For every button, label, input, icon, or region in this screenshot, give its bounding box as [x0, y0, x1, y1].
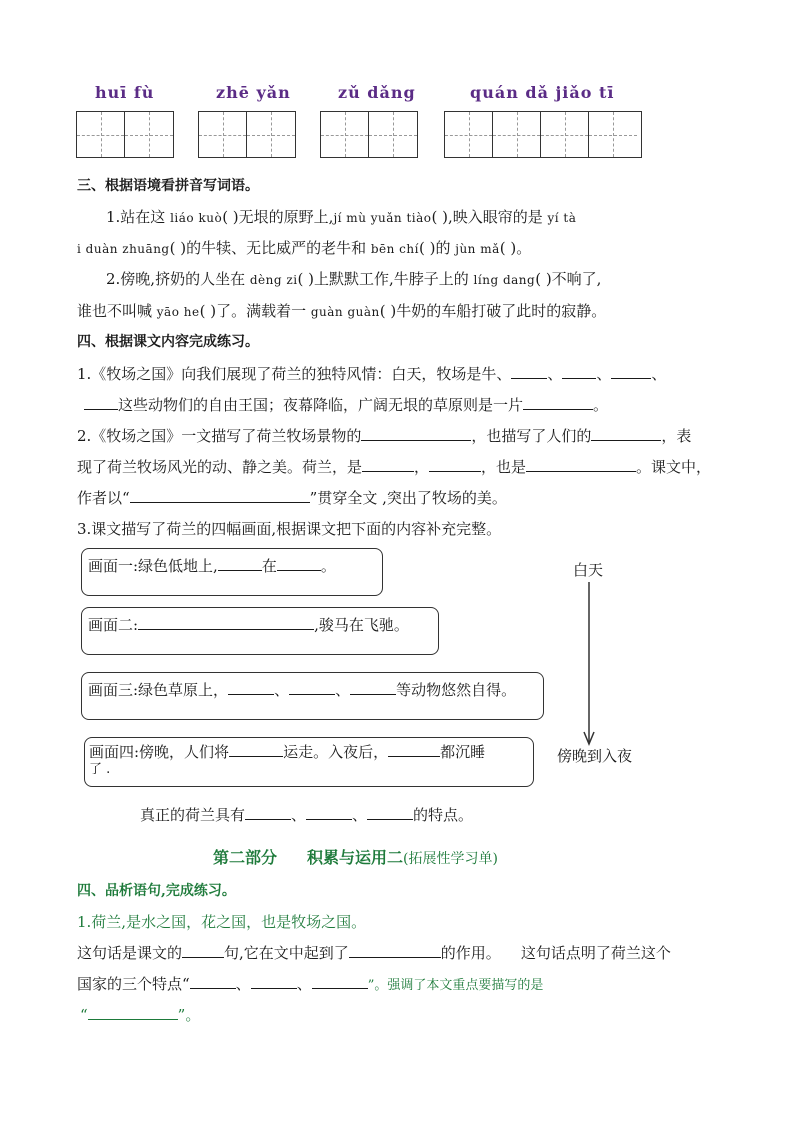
blank[interactable] — [229, 742, 283, 757]
blank[interactable] — [289, 680, 335, 695]
pinyin-label-2: zhē yǎn — [216, 83, 291, 102]
part2-s3: 国家的三个特点“ 、 、 ”。强调了本文重点要描写的是 — [77, 975, 544, 993]
blank[interactable] — [523, 395, 593, 410]
pinyin-label-1: huī fù — [95, 83, 155, 102]
blank[interactable] — [429, 457, 481, 472]
blank[interactable] — [362, 457, 414, 472]
blank[interactable] — [361, 426, 471, 441]
blank[interactable] — [138, 615, 314, 630]
s3-q2-line1: 2.傍晚,挤奶的人坐在 dèng zi( )上默默工作,牛脖子上的 líng dang( )不响了, — [106, 270, 602, 288]
writing-grid-2[interactable] — [198, 111, 296, 158]
blank[interactable] — [526, 457, 636, 472]
part2-s2: 这句话是课文的 句,它在文中起到了 的作用。 这句话点明了荷兰这个 — [77, 944, 671, 962]
scene-box-1: 画面一:绿色低地上, 在 。 — [81, 548, 383, 596]
arrow-label-bottom: 傍晚到入夜 — [557, 747, 633, 765]
part2-s4: “ ”。 — [80, 1006, 201, 1024]
arrow-label-top: 白天 — [573, 561, 604, 579]
blank[interactable] — [190, 974, 236, 989]
blank[interactable] — [228, 680, 274, 695]
blank[interactable] — [245, 805, 291, 820]
scene-box-2: 画面二: ,骏马在飞驰。 — [81, 607, 439, 655]
s4-q2-line2: 现了荷兰牧场风光的动、静之美。荷兰，是 ， ，也是 。课文中， — [77, 458, 712, 476]
blank[interactable] — [611, 364, 651, 379]
blank[interactable] — [511, 364, 547, 379]
blank[interactable] — [312, 974, 368, 989]
s3-q2-line2: 谁也不叫喊 yāo he( )了。满载着一 guàn guàn( )牛奶的车船打破了此时的寂静。 — [77, 302, 607, 320]
down-arrow-icon — [582, 582, 596, 746]
pinyin-label-4: quán dǎ jiǎo tī — [470, 83, 615, 102]
writing-grid-4[interactable] — [444, 111, 642, 158]
blank[interactable] — [562, 364, 596, 379]
summary-line: 真正的荷兰具有 、 、 的特点。 — [140, 806, 474, 824]
section-3-title: 三、根据语境看拼音写词语。 — [77, 178, 259, 194]
part2-s1: 1.荷兰,是水之国，花之国，也是牧场之国。 — [77, 913, 367, 931]
blank[interactable] — [84, 395, 118, 410]
blank[interactable] — [277, 556, 321, 571]
blank[interactable] — [88, 1005, 178, 1020]
blank[interactable] — [218, 556, 262, 571]
writing-grid-1[interactable] — [76, 111, 174, 158]
s4-q2-line1: 2.《牧场之国》一文描写了荷兰牧场景物的 ，也描写了人们的 ，表 — [77, 427, 692, 445]
blank[interactable] — [251, 974, 297, 989]
blank[interactable] — [350, 680, 396, 695]
blank[interactable] — [591, 426, 661, 441]
s3-q1-line2: i duàn zhuāng( )的牛犊、无比威严的老牛和 bēn chí( )的 jùn mǎ( )。 — [77, 239, 532, 257]
blank[interactable] — [182, 943, 224, 958]
section-4-title: 四、根据课文内容完成练习。 — [77, 334, 259, 350]
part2-heading: 第二部分 积累与运用二(拓展性学习单) — [213, 848, 498, 867]
blank[interactable] — [388, 742, 440, 757]
s4-q1-line1: 1.《牧场之国》向我们展现了荷兰的独特风情：白天，牧场是牛、 、 、 、 — [77, 365, 667, 383]
blank[interactable] — [130, 488, 310, 503]
s4-q1-line2: 这些动物们的自由王国；夜幕降临，广阔无垠的草原则是一片 。 — [84, 394, 608, 415]
pinyin-label-3: zǔ dǎng — [338, 83, 416, 102]
s3-q1-line1: 1.站在这 liáo kuò( )无垠的原野上,jí mù yuǎn tiào( ),映入眼帘的是 yí tà — [106, 208, 577, 226]
scene-box-3: 画面三:绿色草原上， 、 、 等动物悠然自得。 — [81, 672, 544, 720]
s4-q2-line3: 作者以“ ”贯穿全文 ,突出了牧场的美。 — [77, 489, 507, 507]
s4-q3: 3.课文描写了荷兰的四幅画面,根据课文把下面的内容补充完整。 — [77, 520, 502, 538]
scene-box-4: 画面四:傍晚，人们将 运走。入夜后， 都沉睡 了 . — [84, 737, 534, 787]
blank[interactable] — [306, 805, 352, 820]
writing-grid-3[interactable] — [320, 111, 418, 158]
blank[interactable] — [349, 943, 441, 958]
part2-section-title: 四、品析语句,完成练习。 — [77, 883, 236, 899]
blank[interactable] — [367, 805, 413, 820]
